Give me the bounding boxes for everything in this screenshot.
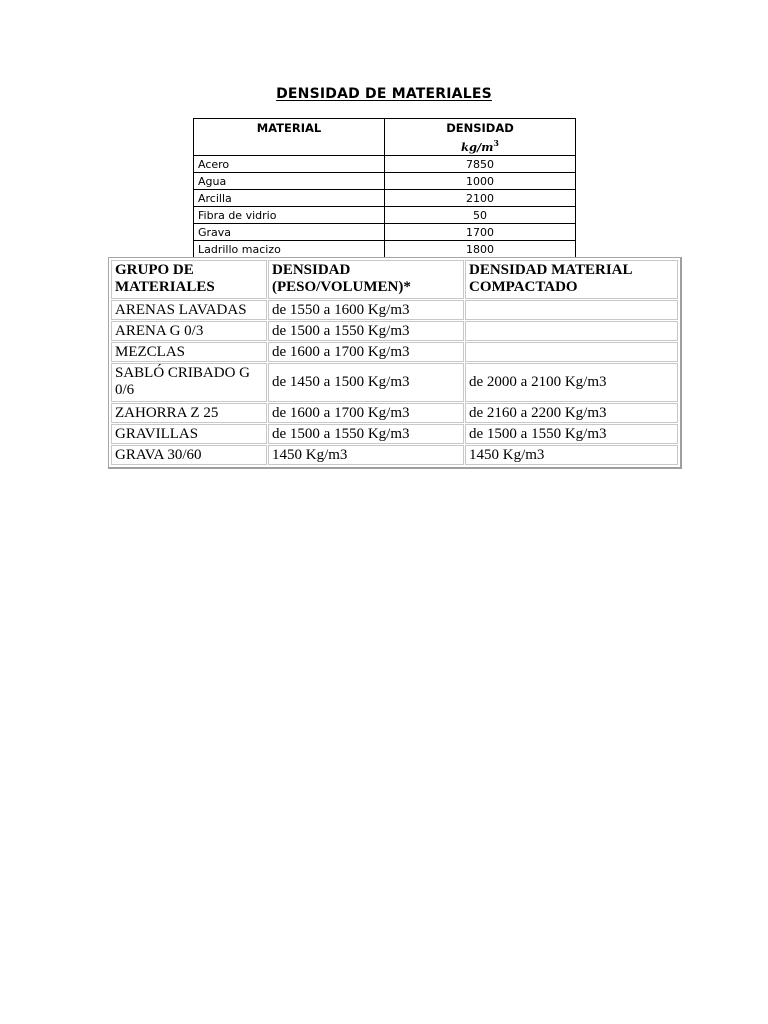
group-cell: ARENAS LAVADAS [111,300,267,320]
table-row [111,363,678,402]
table-header-row [111,260,678,299]
group-cell: MEZCLAS [111,342,267,362]
compacted-cell: 1450 Kg/m3 [465,445,678,465]
group-cell: ARENA G 0/3 [111,321,267,341]
material-cell: Fibra de vidrio [194,207,385,224]
column-header-group-line2: MATERIALES [115,279,215,295]
compacted-cell [465,321,678,341]
group-cell: GRAVA 30/60 [111,445,267,465]
density-cell: 2100 [385,190,576,207]
table-row [111,321,678,341]
table-row [111,300,678,320]
density-unit-label [389,136,571,154]
table-row [194,156,576,173]
page-title: DENSIDAD DE MATERIALES [276,86,492,102]
density-cell: 1800 [385,241,576,258]
table-row [194,190,576,207]
density-cell: de 1450 a 1500 Kg/m3 [268,363,464,402]
material-cell: Grava [194,224,385,241]
group-cell: GRAVILLAS [111,424,267,444]
table-row [111,403,678,423]
density-unit-base: kg/m [461,139,494,154]
material-density-table [193,118,576,258]
compacted-cell: de 2000 a 2100 Kg/m3 [465,363,678,402]
table-row [194,241,576,258]
density-cell: de 1600 a 1700 Kg/m3 [268,342,464,362]
column-header-density-line2: (PESO/VOLUMEN)* [272,279,411,295]
density-cell: de 1500 a 1550 Kg/m3 [268,321,464,341]
column-header-group [111,260,267,299]
group-cell [111,363,267,402]
material-cell: Ladrillo macizo [194,241,385,258]
density-cell: 1700 [385,224,576,241]
density-cell: 50 [385,207,576,224]
material-cell: Agua [194,173,385,190]
group-cell: ZAHORRA Z 25 [111,403,267,423]
column-header-density-label: DENSIDAD [446,121,514,135]
compacted-cell: de 2160 a 2200 Kg/m3 [465,403,678,423]
table-row [194,224,576,241]
column-header-density [268,260,464,299]
density-cell: 1450 Kg/m3 [268,445,464,465]
density-cell: de 1500 a 1550 Kg/m3 [268,424,464,444]
table-row [111,342,678,362]
group-cell-line1: SABLÓ CRIBADO G [115,365,251,381]
column-header-material: MATERIAL [194,119,385,156]
material-cell: Arcilla [194,190,385,207]
density-cell: de 1600 a 1700 Kg/m3 [268,403,464,423]
table-row [194,207,576,224]
material-group-table [110,259,679,466]
density-cell: 1000 [385,173,576,190]
column-header-density-line1: DENSIDAD [272,262,351,278]
group-cell-line2: 0/6 [115,382,135,398]
compacted-cell: de 1500 a 1550 Kg/m3 [465,424,678,444]
table-row [111,424,678,444]
compacted-cell [465,342,678,362]
table-row [111,445,678,465]
table-header-row [194,119,576,156]
column-header-compacted-line2: COMPACTADO [469,279,578,295]
density-cell: 7850 [385,156,576,173]
column-header-compacted-line1: DENSIDAD MATERIAL [469,262,633,278]
compacted-cell [465,300,678,320]
material-group-table-frame [108,257,682,469]
column-header-group-line1: GRUPO DE [115,262,194,278]
density-cell: de 1550 a 1600 Kg/m3 [268,300,464,320]
table-row [194,173,576,190]
column-header-density [385,119,576,156]
column-header-compacted [465,260,678,299]
density-unit-exponent: 3 [493,138,499,148]
material-cell: Acero [194,156,385,173]
